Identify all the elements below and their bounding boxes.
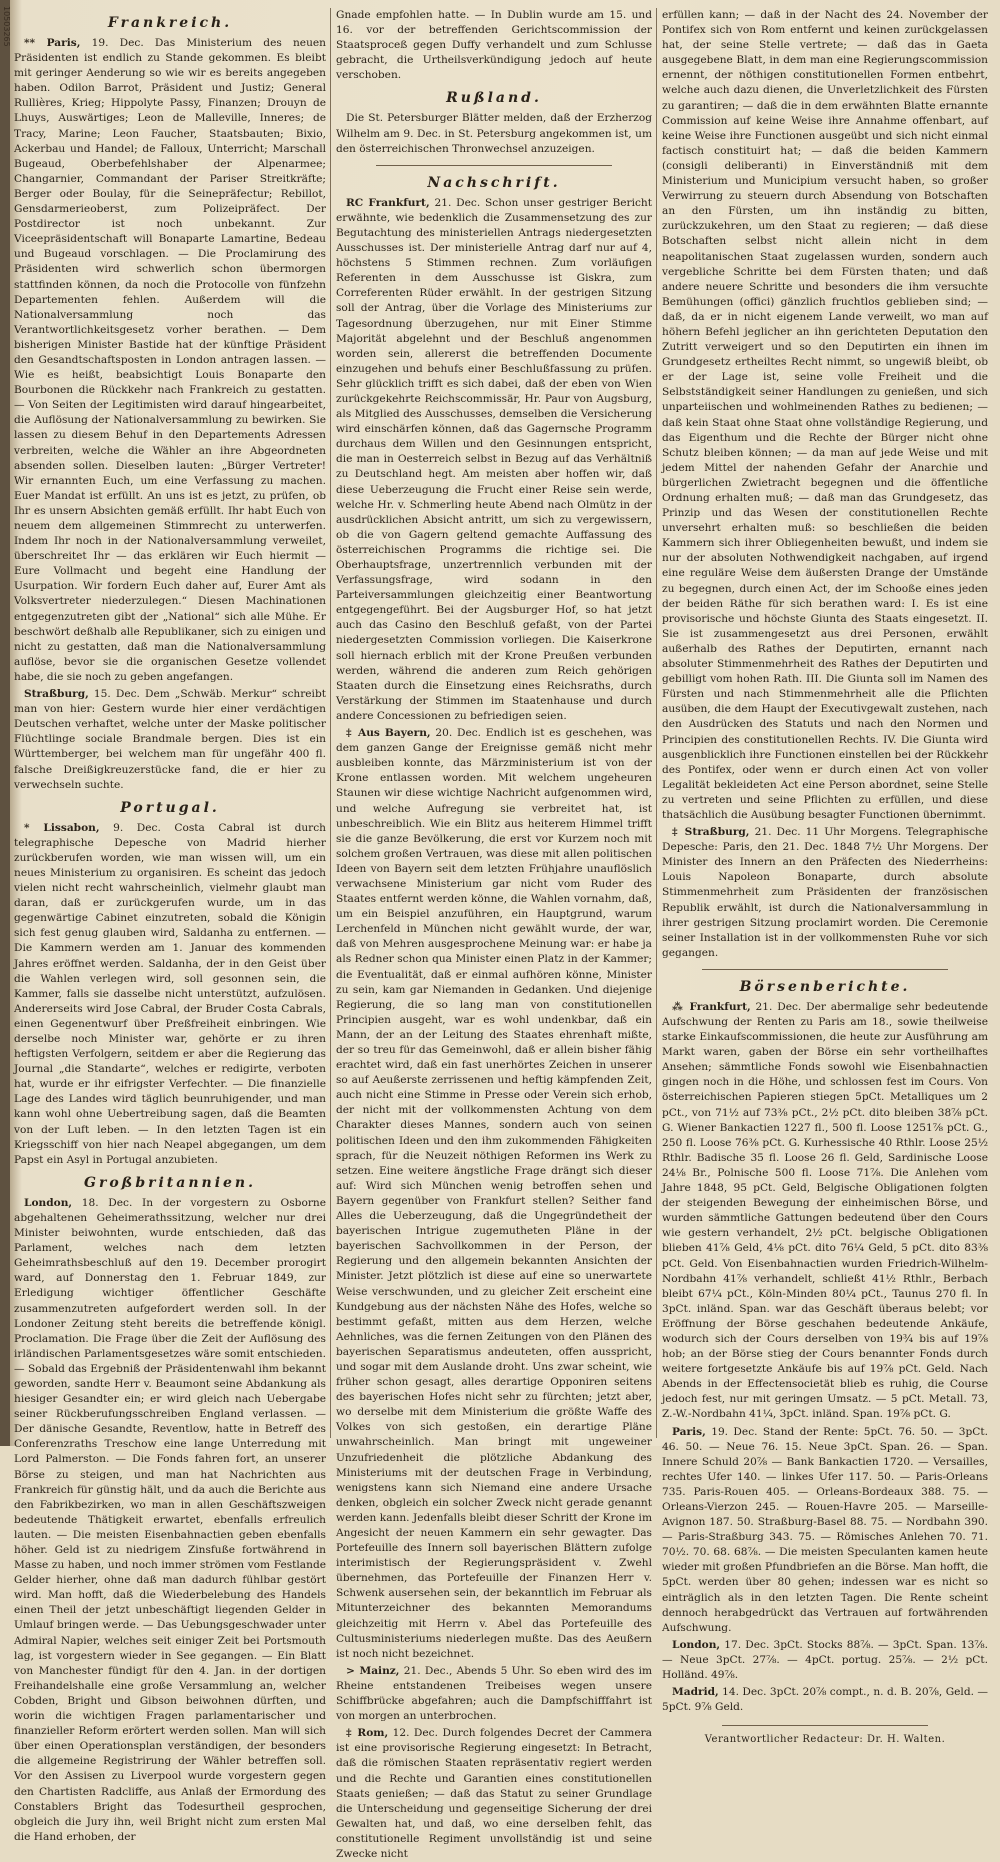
article-text: 18. Dec. In der vorgestern zu Osborne abgehaltenen Geheimerathssitzung, welcher nur drei Minister beiwohnten, wurde entschieden, daß das Parlament, welches nach dem letzten Geheimrathsbeschluß auf den 19. December prorogirt ward, auf Donnerstag den 1. Februar 1849, zur Erledigung wichtiger öffentlicher Geschäfte zusammenzutreten aufgefordert werden soll. In der Londoner Zeitung steht bereits die betreffende königl. Proclamation. Die Frage über die Zeit der Auflösung des irländischen Parlamentsgesetzes wäre somit entschieden. — Sobald das Ergebniß der Präsidentenwahl ihm bekannt geworden, sandte Herr v. Beaumont seine Abdankung als hiesiger Gesandter ein; er wird gleich nach Uebergabe seiner Rückberufungsschreiben England verlassen. — Der dänische Gesandte, Reventlow, hatte in Betreff des Conferenzraths Treschow eine lange Unterredung mit Lord Palmerston. — Die Fonds fahren fort, an unserer Börse zu steigen, und man hat Nachrichten aus Frankreich für günstig hält, und da auch die Berichte aus den Fabrikbezirken, wo man in allen Geschäftszweigen bedeutende Thätigkeit erwartet, ebenfalls erfreulich lauten. — Die meisten Eisenbahnactien geben ebenfalls höher. Geld ist zu niedrigem Zinsfuße fortwährend in Masse zu haben, und noch immer strömen vom Festlande Gelder hierher, ohne daß man dadurch fühlbar gestört wird. Man hofft, daß die Wiederbelebung des Handels einen Theil der jetzt unbeschäftigt liegenden Gelder in Umlauf bringen werde. — Das Uebungsgeschwader unter Admiral Napier, welches seit einiger Zeit bei Portsmouth lag, ist vorgestern wieder in See gegangen. — Ein Blatt von Manchester fündigt für den 4. Jan. in der dortigen Freihandelshalle eine große Versammlung an, welcher Cobden, Bright und Gibson beiwohnen dürften, und worin die wichtigen Fragen parlamentarischer und finanzieller Reform erörtert werden sollen. Man will sich über einen Operationsplan verständigen, der besonders die allgemeine Registrirung der Wähler betreffen soll. Vor den Assisen zu Liverpool wurde vorgestern gegen den Chartisten Radcliffe, aus Anlaß der Ermordung des Constablers Bright das Todesurtheil gesprochen, obgleich die Jury ihn, weil Bright nicht zum ersten Mal die Hand erhoben, der [14, 1196, 326, 1843]
market-report-london [662, 1638, 988, 1683]
article-text: 9. Dec. Costa Cabral ist durch telegraphische Depesche von Madrid hierher zurückberufen worden, wie man wissen will, um ein neues Ministerium zu organisiren. Es scheint das jedoch vielen nicht recht wahrscheinlich, vielmehr glaubt man daran, daß er zurückgerufen wurde, um in das gegenwärtige Cabinet einzutreten, sobald die Königin sich fest genug glauben wird, Saldanha zu entfernen. — Die Kammern werden am 1. Januar des kommenden Jahres eröffnet werden. Saldanha, der in den Geist über die Wahlen verlegen wird, soll gesonnen sein, die Kammer, falls sie dasselbe nicht unterstützt, aufzulösen. Andererseits wird Jose Cabral, der Bruder Costa Cabrals, einen Gegenentwurf über Preßfreiheit einbringen. Wie derselbe noch Minister war, gehörte er zu ihren heftigsten Verfolgern, seitdem er aber die Regierung das Journal „die Standarte“, welches er redigirte, verboten hat, wurde er ihr eifrigster Verfechter. — Die finanzielle Lage des Landes wird täglich beunruhigender, und man kann wohl ohne Uebertreibung sagen, daß die Beamten von der Luft leben. — In den letzten Tagen ist ein Kriegsschiff von hier nach Neapel abgegangen, um dem Papst ein Asyl in Portugal anzubieten. [14, 821, 327, 1166]
column-rule [656, 8, 657, 1438]
separator-rule [702, 969, 948, 970]
section-heading-frankreich: Frankreich. [107, 15, 233, 31]
article-dublin-continued: Gnade empfohlen hatte. — In Dublin wurde am 15. und 16. vor der betreffenden Gerichtscommission der Staatsproceß gegen Duffy verhandelt und zum Schlusse gebracht, die Urtheilsverkündigung jedoch auf heute verschoben. [336, 9, 652, 82]
article-mainz [336, 1664, 652, 1724]
section-heading-russland: Rußland. [446, 90, 542, 107]
article-text: 17. Dec. 3pCt. Stocks 88⅞. — 3pCt. Span. 13⅞. — Neue 3pCt. 27⅞. — 4pCt. portug. 25⅞. — 2½ pCt. Holländ. 49⅞. [662, 1638, 989, 1682]
article-paris [14, 36, 326, 685]
editor-credit: Verantwortlicher Redacteur: Dr. H. Walten. [704, 1734, 946, 1746]
dateline-place: ** Paris, [24, 37, 81, 49]
dateline-place: ⁂ Frankfurt, [672, 1000, 751, 1013]
article-text: 15. Dec. Dem „Schwäb. Merkur“ schreibt man von hier: Gestern wurde hier einer verdächtigen Deutschen verhaftet, welche unter der Maske politischer Flüchtlinge sociale Brandmale bergen. Dies ist ein Württemberger, bei welchem man für ungefähr 400 fl. falsche Dreißigkreuzerstücke fand, die er hier zu verwechseln suchte. [14, 688, 326, 791]
binding-spine [0, 0, 10, 1446]
article-text: 20. Dec. Endlich ist es geschehen, was dem ganzen Gange der Ereignisse gemäß nicht mehr ausbleiben konnte, das Märzministerium ist von der Krone entlassen worden. Mit welchem ungeheuren Staunen wir diese wichtige Nachricht aufgenommen wird, und welche Aufregung sie verbreitet hat, ist unbeschreiblich. Wie ein Blitz aus heiterem Himmel trifft sie die ganze Bevölkerung, die erst vor Kurzem noch mit solchem großen Vertrauen, was diese mit allen politischen Ideen von Bayern seit dem letzten Frühjahre unauflöslich verwachsene Ministerium gar nicht vom Ruder des Staates entfernt werden könne, die Wahlen vornahm, daß, um ein Beispiel anzuführen, ein Hauptgrund, warum Lerchenfeld in München nicht gewählt wurde, der war, daß von Mehren ausgesprochene Meinung war: er habe ja als Redner schon qua Minister einen Platz in der Kammer; die Eventualität, daß er einmal aufhören könne, Minister zu sein, kam gar Niemanden in Gedanken. Und diejenige Regierung, die so lang man von constitutionellen Principien ausgeht, war es wohl undenkbar, daß ein Mann, der an der Leitung des Staates ehrenhaft mißte, der so treu für das Gemeinwohl, daß er allein bisher fähig erachtet wird, daß ein fast unerhörtes Zeichen in unserer so auf Aeußerste zerrissenen und heftig kämpfenden Zeit, auch nicht eine Stimme in Presse oder Verein sich erhob, der nicht mit der vollkommensten Achtung von dem Charakter dieses Mannes, sondern auch von seinen politischen Ideen und den ihm zukommenden Fähigkeiten sprach, für die Neuzeit nöthigen Reformen ins Werk zu setzen. Eine weitere ängstliche Frage drängt sich dieser auf: Wird sich München wenig betroffen sehen und Bayern gegenüber von Frankfurt stellen? Seither fand Alles die Ueberzeugung, daß die Ungegründetheit der bayerischen Intrigue zugemutheten Pläne in der bayerischen Sachvollkommen in der Person, der Regierung und den allgemein bekannten Ansichten der Minister. Jetzt plötzlich ist diese auf eine so unerwartete Weise verschwunden, und zu gleicher Zeit erscheint eine Kundgebung aus der nächsten Nähe des Hofes, welche so bestimmt gefaßt, mitten aus dem Herzen, welche Aehnliches, was die fernen Zeitungen von den Plänen des bayerischen Separatismus andeuteten, offen ausspricht, und sogar mit dem Auslande droht. Uns zwar scheint, wie früher schon gesagt, alles derartige Opponiren seitens des bayerischen Hofes nicht sehr zu fürchten; jetzt aber, wo derselbe mit dem Ministerium die größte Waffe des Volkes von sich gestoßen, ein derartige Pläne unwahrscheinlich. Man bringt mit ungeweiner Unzufriedenheit die plötzliche Abdankung des Ministeriums mit der deutschen Frage in Verbindung, wenigstens kann sich Niemand eine andere Ursache denken, obgleich ein solcher Zweck nicht gerade genannt werden kann. Jedenfalls bleibt dieser Schritt der Krone im Angesicht der neuen Kammern ein sehr gewagter. Das Portefeuille des Innern soll bayerischen Blättern zufolge interimistisch der Regierungspräsident v. Zwehl übernehmen, das Portefeuille der Finanzen Herr v. Schwenk ausersehen sein, der bekanntlich im Februar als Mitunterzeichner des bekannten Memorandums gleichzeitig mit Herrn v. Abel das Portefeuille des Cultusministeriums niederlegen mußte. Das des Aeußern ist noch nicht bezeichnet. [336, 727, 652, 1660]
dateline-place: Madrid, [672, 1686, 719, 1699]
article-lissabon [14, 821, 326, 1168]
article-strassburg-telegraph [662, 825, 988, 961]
article-text: 21. Dec. Schon unser gestriger Bericht erwähnte, wie bedenklich die Zusammensetzung des zur Begutachtung des ministeriellen Antrags niedergesetzten Ausschusses ist. Der ministerielle Antrag darf nur auf 4, höchstens 5 Stimmen rechnen. Zum vorläufigen Referenten in dem Ausschusse ist Giskra, zum Correferenten Rüder erwählt. In der gestrigen Sitzung soll der Antrag, über die Vorlage des Ministeriums zur Tagesordnung überzugehen, nur mit Einer Stimme Majorität abgelehnt und der Beschluß angenommen worden sein, allererst die betreffenden Documente einzugehen und behufs einer Beschlußfassung zu prüfen. Sehr glücklich trifft es sich dabei, daß der eben von Wien zurückgekehrte Reichscommissär, Hr. Paur von Augsburg, als Mitglied des Ausschusses, demselben die Versicherung wird einschärfen können, daß das Gagernsche Programm durchaus dem Willen und den Gesinnungen entspricht, die man in Oesterreich selbst in Bezug auf das Verhältniß zu Deutschland hegt. Am meisten aber hoffen wir, daß diese Ueberzeugung die Frucht einer Reise sein werde, welche Hr. v. Schmerling heute Abend nach Olmütz in der ausdrücklichen Absicht antritt, um sich zu vergewissern, ob die von Gagern geltend gemachte Auffassung des österreichischen Programms die richtige sei. Die Oberhauptsfrage, unzertrennlich verbunden mit der Verfassungsfrage, wird sodann in den Parteiversammlungen gleichzeitig einer Beantwortung entgegengeführt. Bei der Augsburger Hof, so hat jetzt auch das Casino den Beschluß gefaßt, von der Partei niedergesetzten Commission vorliegen. Die Kaiserkrone soll hiernach erblich mit der Krone Preußen verbunden werden, während die anderen zum Reich gehörigen Staaten durch die Einsetzung eines Reichsraths, durch Verstärkung der Stimmen im Staatenhause und durch andere Concessionen zu befriedigen seien. [336, 196, 653, 722]
market-report-paris [662, 1425, 988, 1636]
dateline-place: RC Frankfurt, [346, 196, 430, 209]
archive-stamp: 10503265 [2, 6, 11, 47]
dateline-place: ‡ Aus Bayern, [346, 727, 431, 740]
article-text: 21. Dec., Abends 5 Uhr. So eben wird des im Rheine entstandenen Treibeises wegen unsere Schiffbrücke abgefahren; auch die Dampfschifffahrt ist von morgen an unterbrochen. [336, 1664, 652, 1723]
article-text: 19. Dec. Das Ministerium des neuen Präsidenten ist endlich zu Stande gekommen. Es bleibt mit geringer Aenderung so wie wir es bereits angegeben haben. Odilon Barrot, Präsident und Justiz; General Rullières, Krieg; Hippolyte Passy, Finanzen; Drouyn de Lhuys, Auswärtiges; Leon de Malleville, Inneres; de Tracy, Marine; Leon Faucher, Staatsbauten; Bixio, Ackerbau und Handel; de Falloux, Unterricht; Marschall Bugeaud, Oberbefehlshaber der Alpenarmee; Changarnier, Commandant der Pariser Streitkräfte; Berger oder Boulay, für die Seinepräfectur; Rebillot, Gensdarmerieoberst, zum Polizeipräfect. Der Postdirector ist noch unbekannt. Zur Viceepräsidentschaft will Bonaparte Lamartine, Bedeau und Bugeaud vorschlagen. — Die Proclamirung des Präsidenten wird schwerlich schon übermorgen stattfinden können, da noch die Protocolle von fünfzehn Departementen fehlen. Außerdem will die Nationalversammlung noch das Verantwortlichkeitsgesetz vorher berathen. — Dem bisherigen Minister Bastide hat der künftige Präsident den Gesandtschaftsposten in London antragen lassen. — Wie es heißt, beabsichtigt Louis Bonaparte den Bourbonen die Rückkehr nach Frankreich zu gestatten. — Von Seiten der Legitimisten wird darauf hingearbeitet, die Auflösung der Nationalversammlung zu bewirken. Sie lassen zu diesem Behuf in den Departements Adressen verbreiten, welche die Wähler an ihre Abgeordneten absenden sollen. Dieselben lauten: „Bürger Vertreter! Wir ernannten Euch, um eine Verfassung zu machen. Euer Mandat ist erfüllt. An uns ist es jetzt, zu prüfen, ob Ihr es unsern Absichten gemäß erfüllt. Ihr habt Euch von neuem dem allgemeinen Stimmrecht zu unterwerfen. Indem Ihr noch in der Nationalversammlung verweilet, überschreitet Ihr — das erklären wir Euch hiermit — Eure Vollmacht und begeht eine Handlung der Usurpation. Wir fordern Euch daher auf, Eurer Amt als Volksvertreter niederzulegen.“ Diesen Machinationen entgegenzutreten gibt der „National“ sich alle Mühe. Er beschwört deßhalb alle Republikaner, sich zu einigen und nicht zu gestatten, daß man die Nationalversammlung auflöse, bevor sie die organischen Gesetze vollendet habe, die sie noch zu geben angefangen. [14, 37, 326, 683]
article-text: 14. Dec. 3pCt. 20⅞ compt., n. d. B. 20⅞, Geld. — 5pCt. 9⅞ Geld. [662, 1686, 988, 1714]
section-heading-nachschrift: Nachschrift. [427, 174, 561, 191]
article-frankfurt [336, 196, 652, 724]
column-1 [14, 8, 327, 1843]
dateline-place: * Lissabon, [24, 821, 100, 834]
column-rule [330, 8, 331, 1438]
article-london [14, 1196, 326, 1845]
article-text: 12. Dec. Durch folgendes Decret der Cammera ist eine provisorische Regierung eingesetzt: In Betracht, daß die römischen Staaten repräsentativ regiert werden und die Rechte und Garantien eines constitutionellen Staats genießen; — daß das Statut zu seiner Grundlage die Unterscheidung und gegenseitige Sicherung der drei Gewalten hat, und daß, wo eine derselben fehlt, das constitutionelle Regiment unvollständig ist und seine Zwecke nicht [336, 1727, 652, 1860]
dateline-place: London, [24, 1196, 73, 1209]
separator-rule [376, 165, 612, 166]
dateline-place: Straßburg, [24, 688, 89, 701]
section-heading-grossbritannien: Großbritannien. [84, 1174, 256, 1191]
article-russland: Die St. Petersburger Blätter melden, daß der Erzherzog Wilhelm am 9. Dec. in St. Petersburg angekommen ist, um den österreichischen Thronwechsel anzuzeigen. [336, 112, 652, 155]
article-bayern [336, 726, 652, 1662]
dateline-place: Paris, [672, 1425, 706, 1438]
dateline-place: ‡ Straßburg, [672, 826, 750, 839]
column-3 [662, 8, 989, 1746]
article-text: 19. Dec. Stand der Rente: 5pCt. 76. 50. — 3pCt. 46. 50. — Neue 76. 15. Neue 3pCt. Span. 26. — Span. Innere Schuld 20⅞ — Bank Bankactien 1720. — Versailles, rechtes Ufer 140. — linkes Ufer 117. 50. — Paris-Orleans 735. Paris-Rouen 405. — Orleans-Bordeaux 388. 75. — Orleans-Vierzon 245. — Rouen-Havre 205. — Marseille-Avignon 187. 50. Straßburg-Basel 88. 75. — Nordbahn 390. — Paris-Straßburg 343. 75. — Römisches Anlehen 70. 71. 70½. 70. 68. 68⅞. — Die meisten Speculanten kamen heute wieder mit großen Pfundbriefen an die Börse. Man hofft, die 5pCt. werden über 80 gehen; indessen war es nicht so einträglich als in den letzten Tagen. Die Rente scheint dennoch herabgedrückt das Vertrauen auf fortwährenden Aufschwung. [662, 1425, 988, 1634]
article-text: 21. Dec. 11 Uhr Morgens. Telegraphische Depesche: Paris, den 21. Dec. 1848 7½ Uhr Morgens. Der Minister des Innern an den Präfecten des Niederrheins: Louis Napoleon Bonaparte, durch absolute Stimmenmehrheit zum Präsidenten der französischen Republik erwählt, ist durch die Nationalversammlung in ihrer gestrigen Sitzung proclamirt worden. Die Ceremonie seiner Installation ist in der vollkommensten Ruhe vor sich gegangen. [662, 826, 988, 959]
dateline-place: London, [672, 1638, 721, 1651]
section-heading-boersenberichte: Börsenberichte. [739, 978, 911, 995]
article-rom-continued: erfüllen kann; — daß in der Nacht des 24. November der Pontifex sich von Rom entfernt und keinen zurückgelassen hat, der seine Stelle vertrete; — daß das in Gaeta ausgegebene Blatt, in dem man eine Regierungscommission ernennt, der nöthigen constitutionellen Formen entbehrt, welche auch dazu dienen, die Unverletzlichkeit des Fürsten zu garantiren; — daß die in dem erwähnten Blatte ernannte Commission auf keine Weise ihre Annahme offenbart, auf keine Weise ihre Functionen ausgeübt und sich nicht einmal factisch constituirt hat; — daß die beiden Kammern (consigli deliberanti) in Einverständniß mit dem Ministerium und Municipium versucht haben, so großer Verwirrung zu steuern durch Absendung von Botschaften an den Fürsten, um ihn inständig zu bitten, zurückzukehren, um den Staat zu regieren; — daß diese Botschaften selbst nicht allein nicht in dem neapolitanischen Staat zugelassen wurden, sondern auch vergebliche Schritte bei dem Fürsten thaten; und daß andere neuere Schritte und besonders die ihm versuchte Bemühungen (offici) gänzlich fruchtlos geblieben sind; — daß, da er in nicht eigenem Lande verweilt, wo man auf höhern Befehl jeglicher an ihn gerichteten Deputation den Zutritt verweigert und so den Deputirten ein ihnen im Grundgesetz ertheiltes Recht nimmt, so ungewiß bleibt, ob er der Lage ist, seine volle Freiheit und die Selbstständigkeit seiner Handlungen zu genießen, und sich unparteiischen und wohlmeinenden Rathes zu bedienen; — daß kein Staat ohne Staat ohne vollständige Regierung, und das Eigenthum und die Rechte der Bürger nicht ohne Schutz bleiben können; — da man auf jede Weise und mit jedem Mittel der nahenden Gefahr der Anarchie und bürgerlichen Zwietracht begegnen und die öffentliche Ordnung erhalten muß; — daß man das Grundgesetz, das Prinzip und das Wesen der constitutionellen Rechte unversehrt erhalten muß: so beschließen die beiden Kammern sich ihrer Obliegenheiten bewußt, und indem sie nur der absoluten Nothwendigkeit nachgaben, auf irgend eine reguläre Weise dem äußersten Drange der Umstände zu begegnen, durch einen Act, der im Schooße eines jeden der beiden Räthe für sich berathen ward: I. Es ist eine provisorische und höchste Giunta des Staats eingesetzt. II. Sie ist zusammengesetzt aus drei Personen, erwählt außerhalb des Rathes der Deputirten, ernannt nach absoluter Stimmenmehrheit des Rathes der Deputirten und gebilligt vom hohen Rath. III. Die Giunta soll im Namen des Fürsten und nach Stimmenmehrheit alle die Pflichten ausüben, die dem Haupt der Executivgewalt zustehen, nach den Ausdrücken des Statuts und nach den Normen und Principien des constitutionellen Rechts. IV. Die Giunta wird ausgenblicklich ihre Functionen einstellen bei der Rückkehr des Pontifex, oder wenn er durch einen Act von voller Legalität bekleideten Act eine Person abordnet, seine Stelle zu vertreten und seine Pflichten zu erfüllen, und diese thatsächlich die Ausübung besagter Functionen übernimmt. [662, 9, 988, 821]
section-heading-portugal: Portugal. [120, 799, 220, 816]
column-2 [336, 8, 653, 1860]
market-report-madrid [662, 1685, 988, 1715]
dateline-place: ‡ Rom, [346, 1727, 389, 1740]
article-text: 21. Dec. Der abermalige sehr bedeutende Aufschwung der Renten zu Paris am 18., sowie theilweise starke Einkaufscommissionen, die heute zur Ausführung am Markt waren, gaben der Börse ein sehr vortheilhaftes Ansehen; sämmtliche Fonds sowohl wie Eisenbahnactien gingen noch in die Höhe, und schlossen fest im Cours. Von österreichischen Papieren stiegen 5pCt. Metalliques um 2 pCt., von 71½ auf 73⅜ pCt., 2½ pCt. dito bleiben 38⅞ pCt. G. Wiener Bankactien 1227 fl., 500 fl. Loose 1251⅞ pCt. G., 250 fl. Loose 76⅜ pCt. G. Kurhessische 40 Rthlr. Loose 25½ Rthlr. Badische 35 fl. Loose 26 fl. Geld, Sardinische Loose 24⅛ Br., Polnische 500 fl. Loose 71⅞. Die Anlehen vom Jahre 1848, 95 pCt. Geld, Belgische Obligationen folgten der steigenden Bewegung der einheimischen Börse, und wurden sämmtliche Gattungen bedeutend über den Cours wie gestern verhandelt, 2½ pCt. belgische Obligationen blieben 41⅞ Geld, 4⅛ pCt. dito 76¼ Geld, 5 pCt. dito 83⅜ pCt. Geld. Von Eisenbahnactien wurden Friedrich-Wilhelm-Nordbahn 41⅞ verhandelt, schließt 41½ Rthlr., Berbach bleibt 67¼ pCt., Köln-Minden 80¼ pCt., Taunus 270 fl. In 3pCt. inländ. Span. war das Geschäft überaus belebt; vor Eröffnung der Börse geschahen bedeutende Ankäufe, wodurch sich der Cours derselben von 19¾ bis auf 19⅞ hob; an der Börse stieg der Cours benannter Fonds durch weitere fortgesetzte Ankäufe bis auf 19⅞ pCt. Geld. Nach Abends in der Effectensocietät blieb es ruhig, die Course jedoch fest, nur mit geringen Umsatz. — 5 pCt. Metall. 73, Z.-W.-Nordbahn 41¼, 3pCt. inländ. Span. 19⅞ pCt. G. [662, 1000, 988, 1421]
article-strassburg [14, 687, 326, 793]
separator-rule [722, 1725, 928, 1726]
dateline-place: > Mainz, [346, 1664, 400, 1677]
market-report-frankfurt [662, 1000, 988, 1423]
article-rom [336, 1726, 652, 1862]
